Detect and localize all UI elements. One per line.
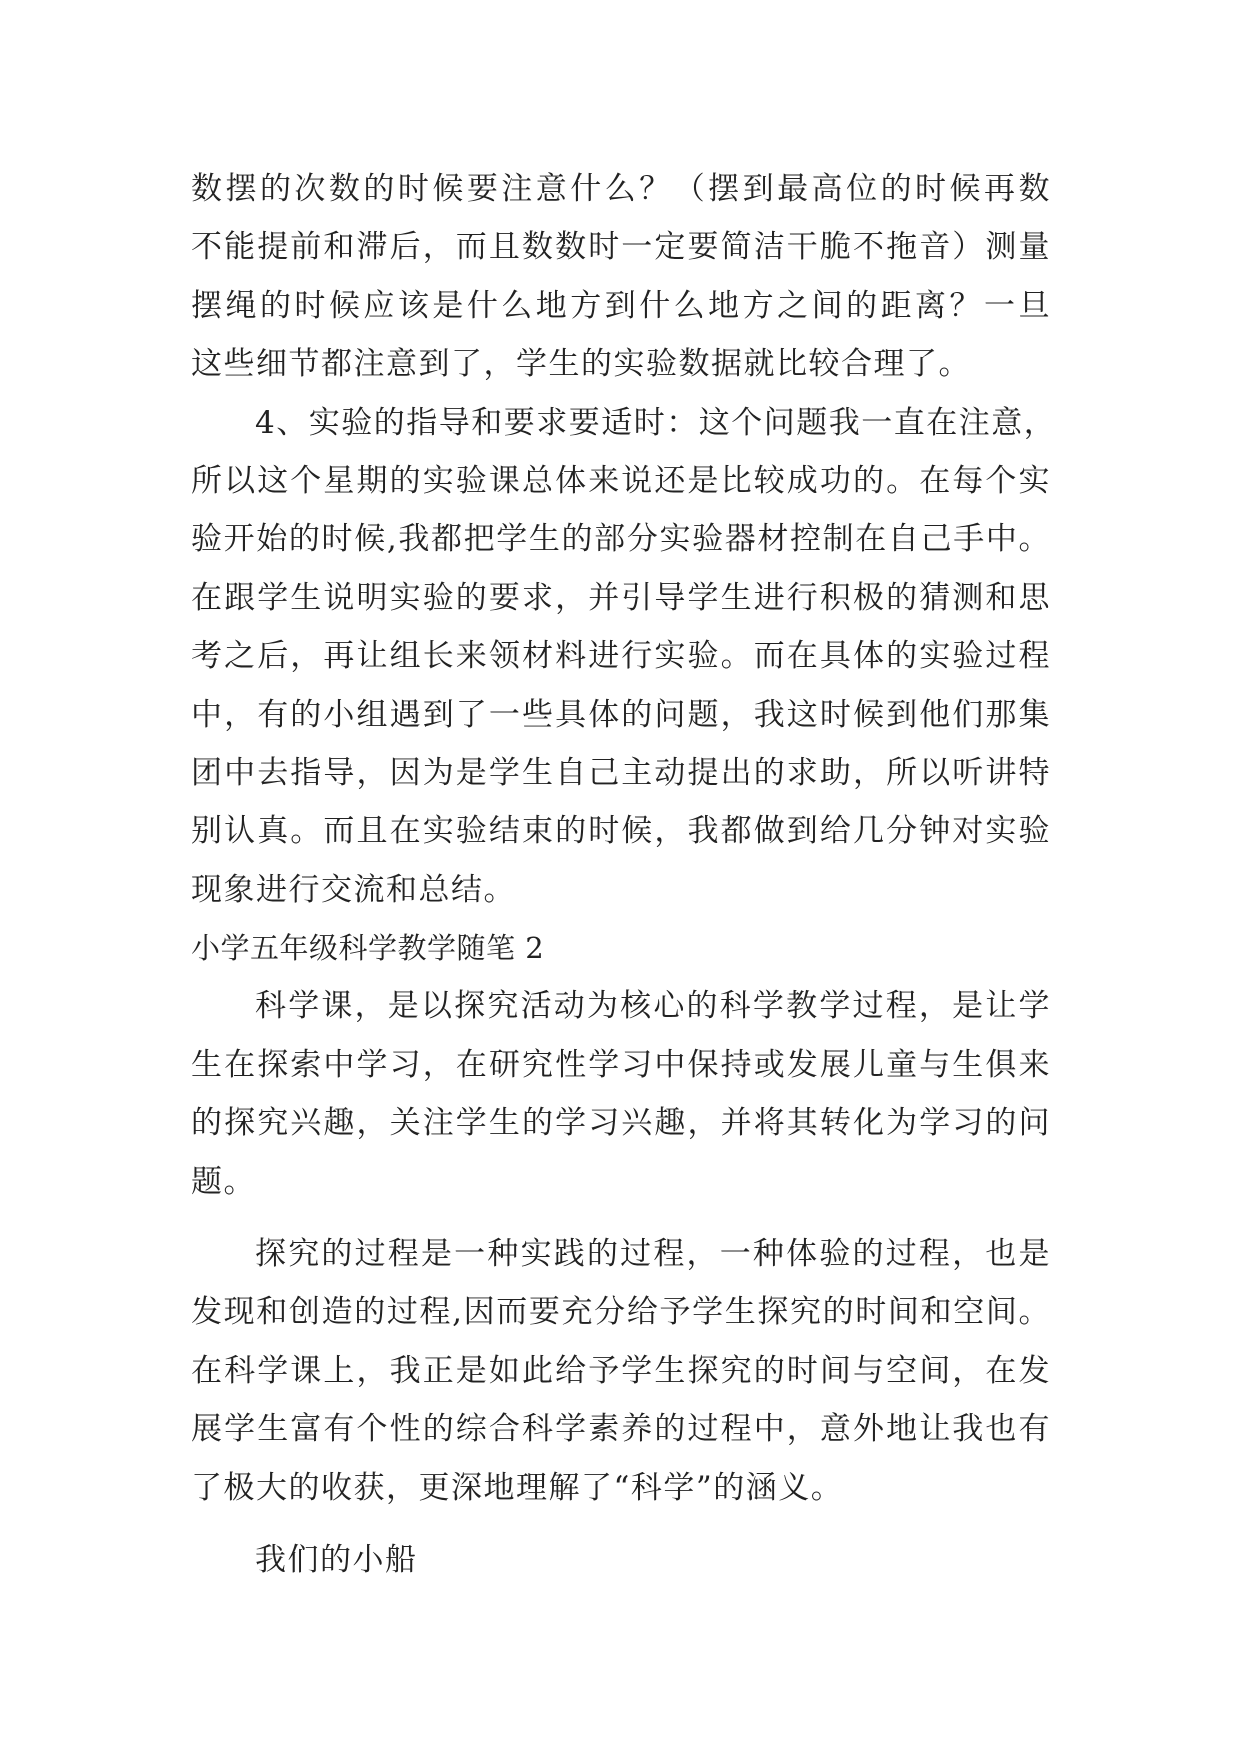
- text-line: 不能提前和滞后，而且数数时一定要简洁干脆不拖音）测量: [191, 229, 1051, 266]
- text-line: 我们的小船: [255, 1541, 418, 1578]
- paragraph-science-class: [191, 977, 1051, 1211]
- text-line: 所以这个星期的实验课总体来说还是比较成功的。在每个实: [191, 462, 1051, 499]
- text-line: 中，有的小组遇到了一些具体的问题，我这时候到他们那集: [191, 696, 1051, 733]
- text-line: 发现和创造的过程,因而要充分给予学生探究的时间和空间。: [191, 1294, 1051, 1331]
- text-line: 摆绳的时候应该是什么地方到什么地方之间的距离？一旦: [191, 287, 1051, 324]
- paragraph-continuation: [191, 160, 1051, 394]
- paragraph-item-4: [191, 394, 1057, 920]
- paragraph-our-boat: [191, 1531, 1051, 1589]
- text-line: 了极大的收获，更深地理解了“科学”的涵义。: [191, 1469, 844, 1506]
- text-line: 别认真。而且在实验结束的时候，我都做到给几分钟对实验: [191, 813, 1051, 850]
- text-line: 现象进行交流和总结。: [191, 871, 516, 908]
- text-line: 生在探索中学习，在研究性学习中保持或发展儿童与生俱来: [191, 1046, 1051, 1083]
- text-line: 团中去指导，因为是学生自己主动提出的求助，所以听讲特: [191, 754, 1051, 791]
- paragraph-inquiry-process: [191, 1225, 1051, 1517]
- text-line: 科学课，是以探究活动为核心的科学教学过程，是让学: [255, 988, 1051, 1025]
- text-line: 题。: [191, 1163, 256, 1200]
- document-body: [191, 160, 1057, 1589]
- section-heading: [191, 919, 1051, 977]
- text-line: 4、实验的指导和要求要适时：这个问题我一直在注意，: [255, 404, 1057, 441]
- text-line: 考之后，再让组长来领材料进行实验。而在具体的实验过程: [191, 638, 1051, 675]
- text-line: 验开始的时候,我都把学生的部分实验器材控制在自己手中。: [191, 521, 1051, 558]
- text-line: 在科学课上，我正是如此给予学生探究的时间与空间，在发: [191, 1352, 1051, 1389]
- text-line: 的探究兴趣，关注学生的学习兴趣，并将其转化为学习的问: [191, 1105, 1051, 1142]
- text-line: 这些细节都注意到了，学生的实验数据就比较合理了。: [191, 346, 971, 383]
- text-line: 展学生富有个性的综合科学素养的过程中，意外地让我也有: [191, 1411, 1051, 1448]
- text-line: 数摆的次数的时候要注意什么？（摆到最高位的时候再数: [191, 171, 1051, 207]
- text-line: 在跟学生说明实验的要求，并引导学生进行积极的猜测和思: [191, 579, 1051, 616]
- text-line: 探究的过程是一种实践的过程，一种体验的过程，也是: [255, 1236, 1051, 1273]
- heading-text: 小学五年级科学教学随笔 2: [191, 931, 545, 966]
